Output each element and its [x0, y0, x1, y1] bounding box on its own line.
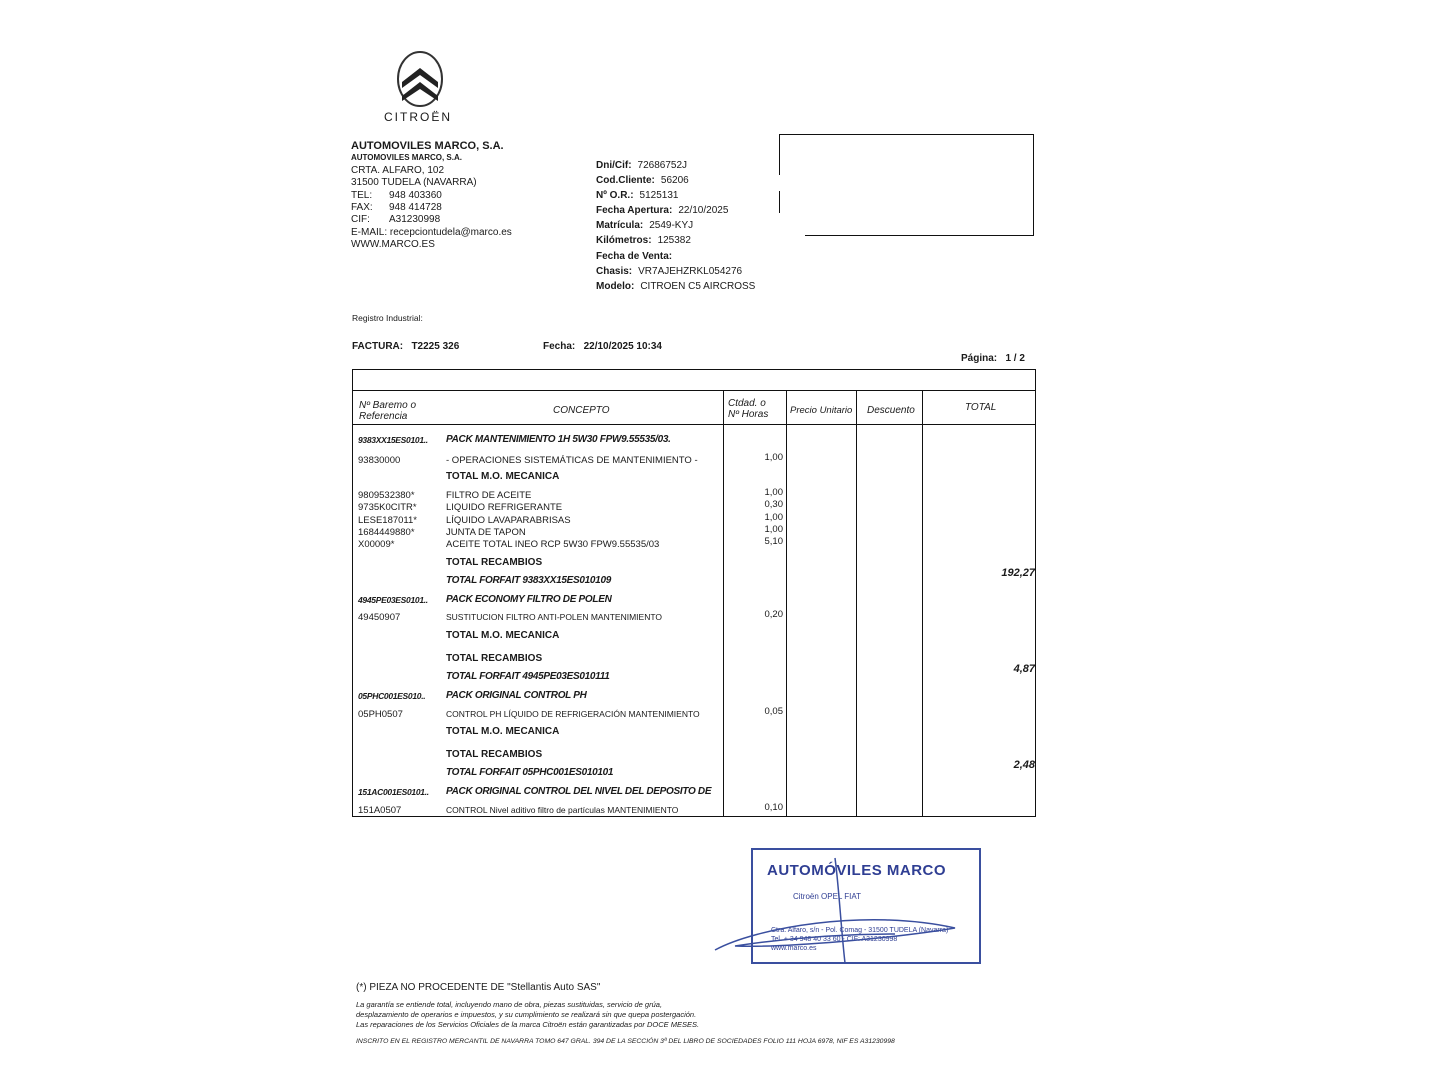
header-total: TOTAL	[965, 402, 997, 413]
row-concept: TOTAL M.O. MECANICA	[446, 471, 560, 482]
row-ref: 9735K0CITR*	[358, 502, 417, 513]
header-precio: Precio Unitario	[790, 405, 853, 416]
invoice-table	[352, 369, 1036, 817]
row-concept: - OPERACIONES SISTEMÁTICAS DE MANTENIMIENTO -	[446, 455, 698, 466]
row-ref: 9809532380*	[358, 490, 415, 501]
chasis-row: Chasis: VR7AJEHZRKL054276	[596, 265, 743, 277]
company-address2: 31500 TUDELA (NAVARRA)	[351, 177, 477, 189]
row-qty: 1,00	[764, 487, 783, 498]
row-qty: 0,30	[764, 499, 783, 510]
row-concept: CONTROL Nivel aditivo filtro de partículas MANTENIMIENTO	[446, 805, 679, 815]
row-qty: 1,00	[764, 524, 783, 535]
row-qty: 0,05	[764, 706, 783, 717]
brand-name: CITROËN	[384, 110, 452, 124]
factura-number: FACTURA: T2225 326	[352, 341, 460, 352]
row-concept: TOTAL RECAMBIOS	[446, 653, 543, 664]
header-qty: Ctdad. o Nº Horas	[728, 398, 769, 420]
company-name-small: AUTOMOVILES MARCO, S.A.	[351, 153, 462, 163]
company-web: WWW.MARCO.ES	[351, 239, 435, 251]
row-qty: 1,00	[764, 512, 783, 523]
modelo-row: Modelo: CITROEN C5 AIRCROSS	[596, 280, 756, 292]
row-concept: TOTAL FORFAIT 05PHC001ES010101	[446, 767, 614, 778]
row-concept: CONTROL PH LÍQUIDO DE REFRIGERACIÓN MANTENIMIENTO	[446, 709, 700, 719]
row-ref: 05PHC001ES010..	[358, 691, 426, 701]
row-concept: PACK ORIGINAL CONTROL DEL NIVEL DEL DEPOSITO DE	[446, 786, 712, 797]
row-ref: 49450907	[358, 612, 401, 623]
company-tel: TEL: 948 403360	[351, 189, 442, 201]
citroen-chevrons-icon	[384, 48, 456, 110]
row-concept: SUSTITUCION FILTRO ANTI-POLEN MANTENIMIENTO	[446, 612, 662, 622]
row-qty: 1,00	[764, 452, 783, 463]
footer-registry: INSCRITO EN EL REGISTRO MERCANTIL DE NAVARRA TOMO 647 GRAL. 394 DE LA SECCIÓN 3ª DEL LIBRO DE SOCIEDADES FOLIO 111 HOJA 6978, NIF ES A31230998	[356, 1038, 895, 1045]
stamp-brand: AUTOMÓVILES MARCO	[767, 862, 947, 879]
row-qty: 0,20	[764, 609, 783, 620]
stamp-makes: Citroën OPEL FIAT	[793, 892, 862, 901]
registro-industrial: Registro Industrial:	[352, 313, 423, 323]
row-ref: 151AC001ES0101..	[358, 787, 429, 797]
stamp-address: Ctra. Alfaro, s/n - Pol. Comag - 31500 TUDELA (Navarra) Tel. + 34 948 40 33 60 - CIF: A31230998 www.marco.es	[771, 927, 949, 952]
address-box	[779, 134, 1034, 236]
company-email: E-MAIL: recepciontudela@marco.es	[351, 226, 512, 238]
company-info	[351, 140, 512, 252]
row-total: 4,87	[1013, 663, 1035, 675]
row-qty: 0,10	[764, 802, 783, 813]
or-row: Nº O.R.: 5125131	[596, 190, 679, 202]
row-concept: TOTAL RECAMBIOS	[446, 557, 543, 568]
row-ref: 93830000	[358, 455, 401, 466]
cod-cliente-row: Cod.Cliente: 56206	[596, 175, 689, 187]
row-ref: X00009*	[358, 539, 395, 550]
kilometros-row: Kilómetros: 125382	[596, 235, 691, 247]
row-ref: 05PH0507	[358, 709, 403, 720]
citroen-logo	[384, 48, 456, 115]
fecha-apertura-row: Fecha Apertura: 22/10/2025	[596, 205, 729, 217]
signature-icon	[695, 838, 995, 968]
fecha-venta-row: Fecha de Venta:	[596, 250, 673, 262]
row-ref: LESE187011*	[358, 515, 417, 526]
row-ref: 151A0507	[358, 805, 402, 816]
row-concept: PACK MANTENIMIENTO 1H 5W30 FPW9.55535/03.	[446, 434, 671, 445]
row-concept: ACEITE TOTAL INEO RCP 5W30 FPW9.55535/03	[446, 539, 660, 550]
company-fax: FAX: 948 414728	[351, 202, 442, 214]
footer-note: (*) PIEZA NO PROCEDENTE DE "Stellantis Auto SAS"	[356, 982, 601, 993]
factura-date: Fecha: 22/10/2025 10:34	[543, 341, 662, 352]
customer-info	[596, 158, 755, 294]
company-address1: CRTA. ALFARO, 102	[351, 164, 445, 176]
row-ref: 9383XX15ES0101..	[358, 435, 428, 445]
row-ref: 4945PE03ES0101..	[358, 595, 428, 605]
row-concept: TOTAL M.O. MECANICA	[446, 630, 560, 641]
header-descuento: Descuento	[867, 405, 915, 416]
row-qty: 5,10	[764, 536, 783, 547]
row-total: 2,48	[1013, 759, 1035, 771]
row-concept: TOTAL RECAMBIOS	[446, 749, 543, 760]
company-name: AUTOMOVILES MARCO, S.A.	[351, 140, 504, 152]
row-concept: TOTAL FORFAIT 9383XX15ES010109	[446, 575, 611, 586]
row-concept: JUNTA DE TAPON	[446, 527, 526, 538]
row-concept: TOTAL M.O. MECANICA	[446, 726, 560, 737]
page-number: Página: 1 / 2	[961, 353, 1025, 364]
header-ref: Nº Baremo o Referencia	[359, 400, 417, 422]
row-concept: TOTAL FORFAIT 4945PE03ES010111	[446, 671, 610, 682]
row-total: 192,27	[1001, 567, 1035, 579]
row-concept: LÍQUIDO LAVAPARABRISAS	[446, 515, 571, 526]
row-ref: 1684449880*	[358, 527, 415, 538]
row-concept: PACK ORIGINAL CONTROL PH	[446, 690, 587, 701]
header-concepto: CONCEPTO	[553, 405, 610, 416]
footer-guarantee: La garantía se entiende total, incluyendo mano de obra, piezas sustituidas, servicio de grúa, desplazamiento de operarios e impuestos, y su cumplimiento se realizará sin que quepa postergación. Las reparaciones de los Servicios Oficiales de la marca Citroën están garantizadas por DOCE MESES.	[356, 1000, 700, 1029]
row-concept: PACK ECONOMY FILTRO DE POLEN	[446, 594, 612, 605]
row-concept: LIQUIDO REFRIGERANTE	[446, 502, 563, 513]
dni-row: Dni/Cif: 72686752J	[596, 160, 688, 171]
row-concept: FILTRO DE ACEITE	[446, 490, 532, 501]
matricula-row: Matrícula: 2549-KYJ	[596, 220, 694, 232]
company-cif: CIF: A31230998	[351, 214, 441, 226]
